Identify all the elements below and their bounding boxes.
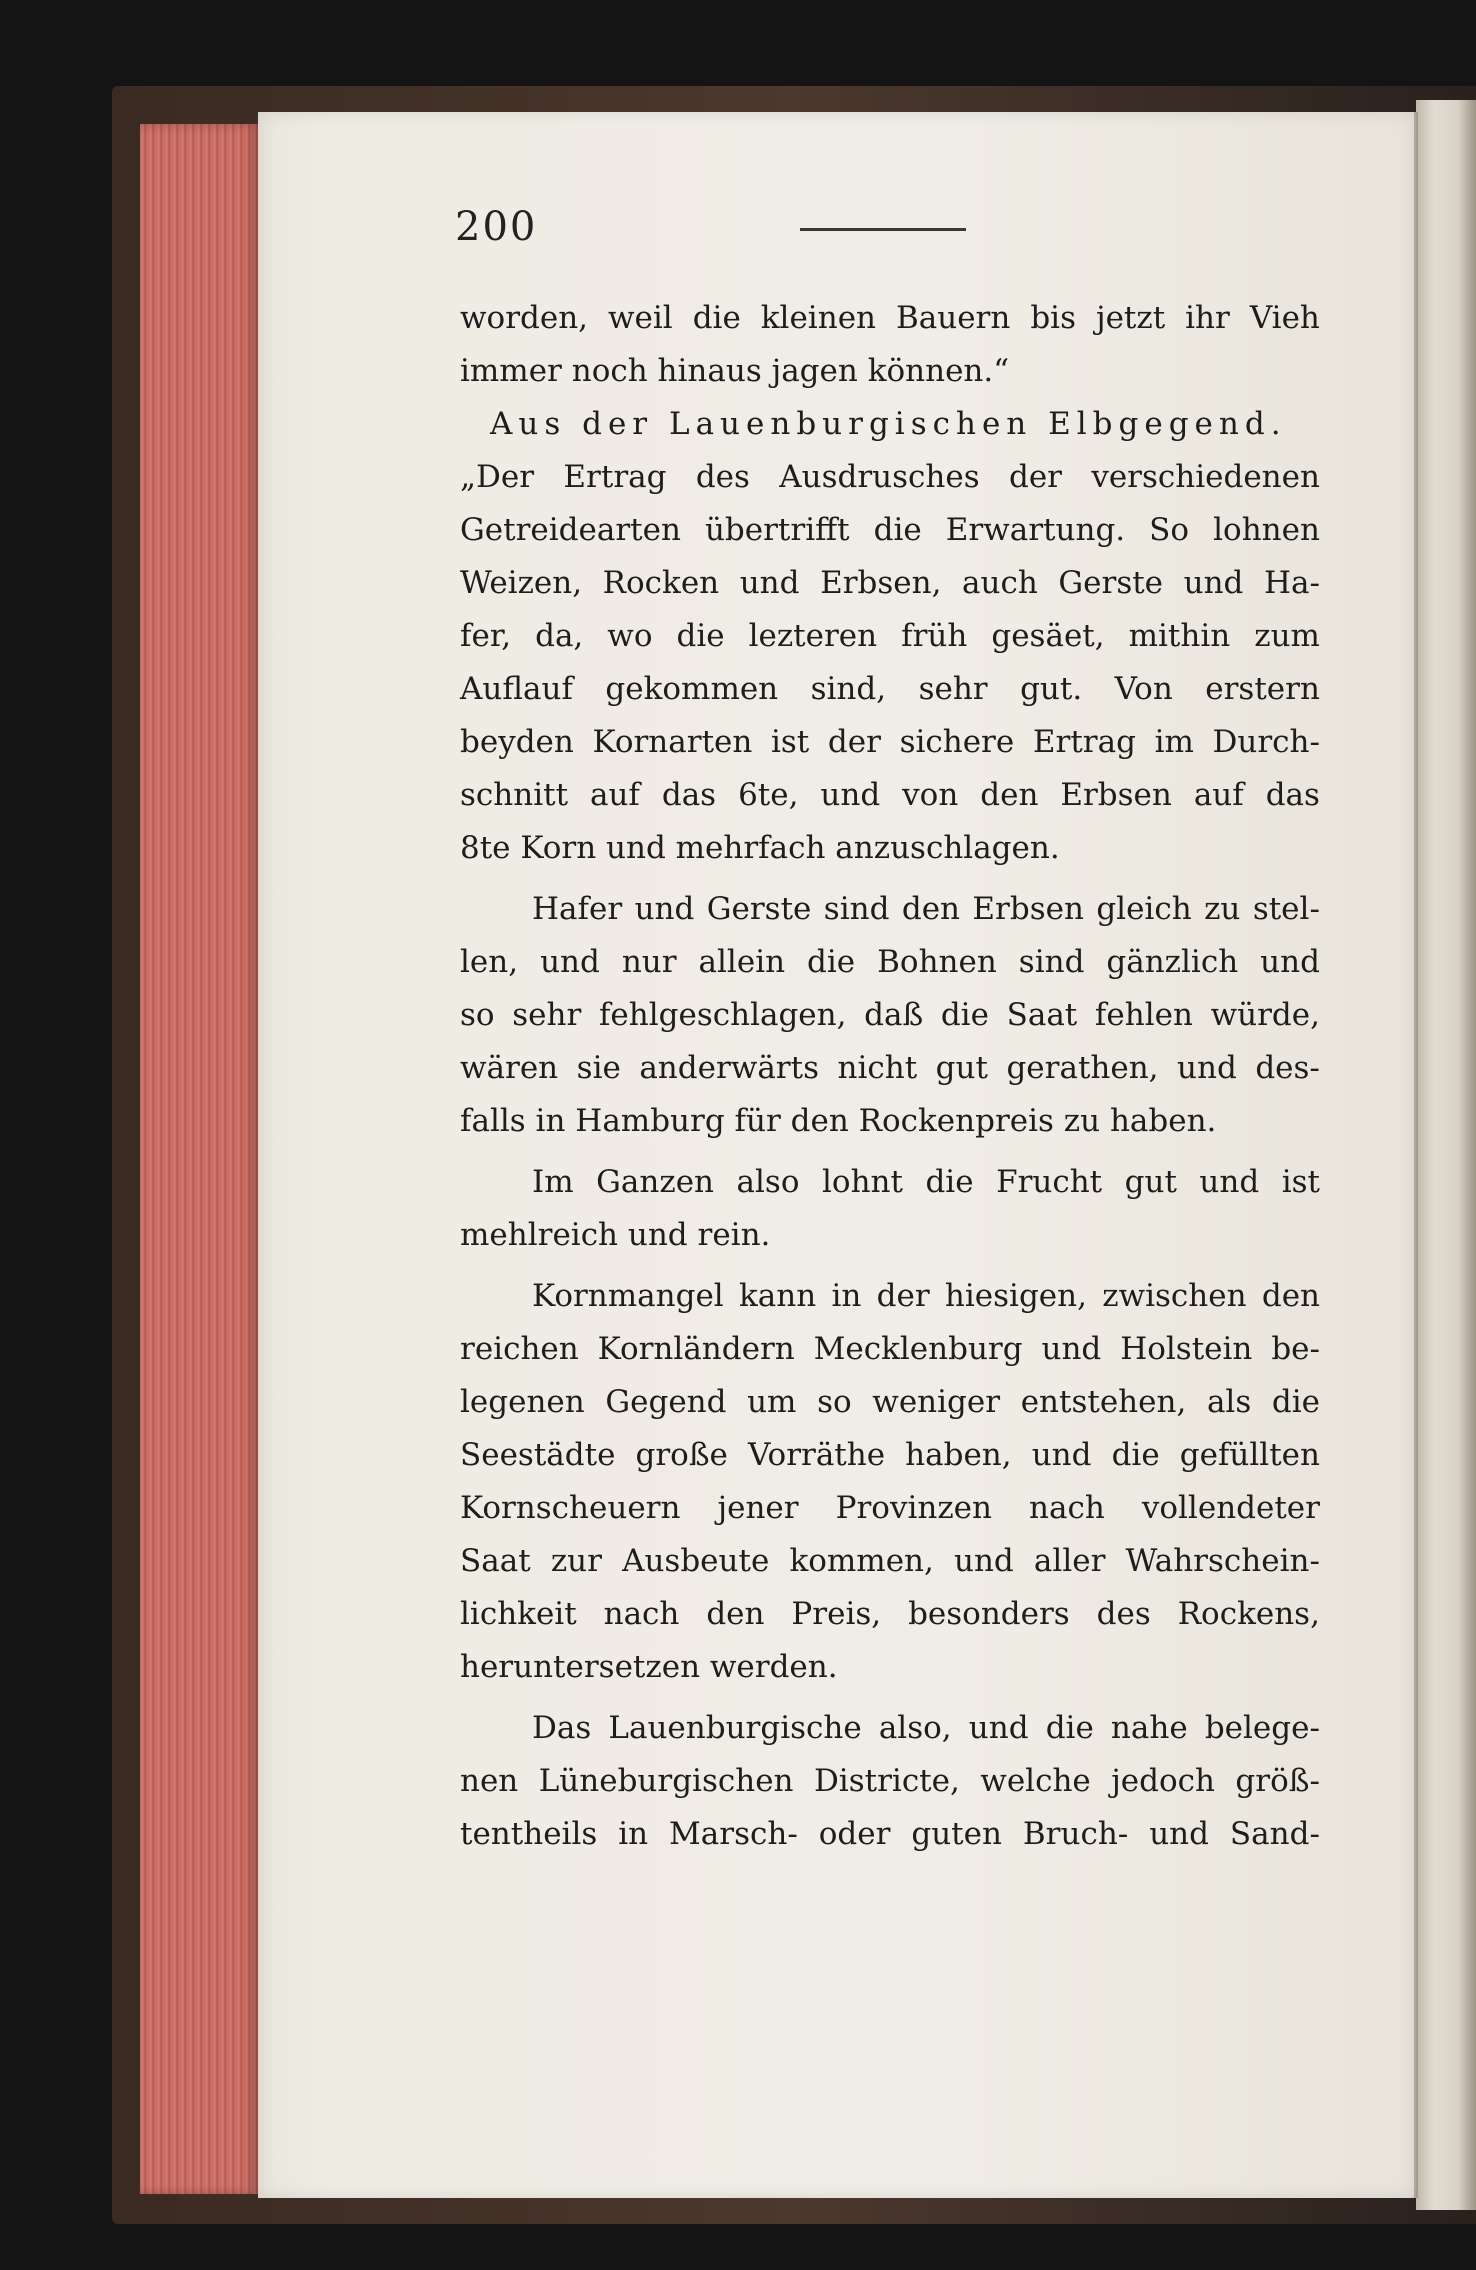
text-line: „Der Ertrag des Ausdrusches der verschiedenen <box>460 459 1320 495</box>
text-line: Kornscheuern jener Provinzen nach vollendeter <box>460 1490 1320 1526</box>
text-line: heruntersetzen werden. <box>460 1649 838 1685</box>
text-line: Hafer und Gerste sind den Erbsen gleich zu stel- <box>532 891 1320 927</box>
facing-page-edge <box>1416 100 1476 2210</box>
text-line: immer noch hinaus jagen können.“ <box>460 353 1010 389</box>
text-line: lichkeit nach den Preis, besonders des Rockens, <box>460 1596 1320 1632</box>
text-line: Weizen, Rocken und Erbsen, auch Gerste und Ha- <box>460 565 1320 601</box>
text-line: Seestädte große Vorräthe haben, und die gefüllten <box>460 1437 1320 1473</box>
text-line: legenen Gegend um so weniger entstehen, als die <box>460 1384 1320 1420</box>
text-line: Kornmangel kann in der hiesigen, zwischen den <box>532 1278 1320 1314</box>
text-line: beyden Kornarten ist der sichere Ertrag im Durch- <box>460 724 1320 760</box>
header-rule <box>800 228 966 231</box>
text-line: wären sie anderwärts nicht gut gerathen, und des- <box>460 1050 1320 1086</box>
text-line: len, und nur allein die Bohnen sind gänzlich und <box>460 944 1320 980</box>
text-line: Im Ganzen also lohnt die Frucht gut und ist <box>532 1164 1320 1200</box>
page-edges <box>140 124 258 2194</box>
text-line: Auflauf gekommen sind, sehr gut. Von erstern <box>460 671 1320 707</box>
text-line: tentheils in Marsch- oder guten Bruch- und Sand- <box>460 1816 1320 1852</box>
text-line: nen Lüneburgischen Districte, welche jedoch größ- <box>460 1763 1320 1799</box>
text-line: so sehr fehlgeschlagen, daß die Saat fehlen würde, <box>460 997 1320 1033</box>
gutter <box>1414 112 1418 2198</box>
text-line: falls in Hamburg für den Rockenpreis zu haben. <box>460 1103 1217 1139</box>
text-line: 8te Korn und mehrfach anzuschlagen. <box>460 830 1060 866</box>
text-line: worden, weil die kleinen Bauern bis jetzt ihr Vieh <box>460 300 1320 336</box>
text-line: Das Lauenburgische also, und die nahe belege- <box>532 1710 1320 1746</box>
body-text <box>460 292 1320 1861</box>
page-number: 200 <box>455 204 538 250</box>
text-line: reichen Kornländern Mecklenburg und Holstein be- <box>460 1331 1320 1367</box>
text-line: fer, da, wo die lezteren früh gesäet, mithin zum <box>460 618 1320 654</box>
section-heading: Aus der Lauenburgischen Elbgegend. <box>490 406 1287 442</box>
text-line: schnitt auf das 6te, und von den Erbsen auf das <box>460 777 1320 813</box>
text-line: Saat zur Ausbeute kommen, und aller Wahrschein- <box>460 1543 1320 1579</box>
text-line: Getreidearten übertrifft die Erwartung. So lohnen <box>460 512 1320 548</box>
text-line: mehlreich und rein. <box>460 1217 771 1253</box>
